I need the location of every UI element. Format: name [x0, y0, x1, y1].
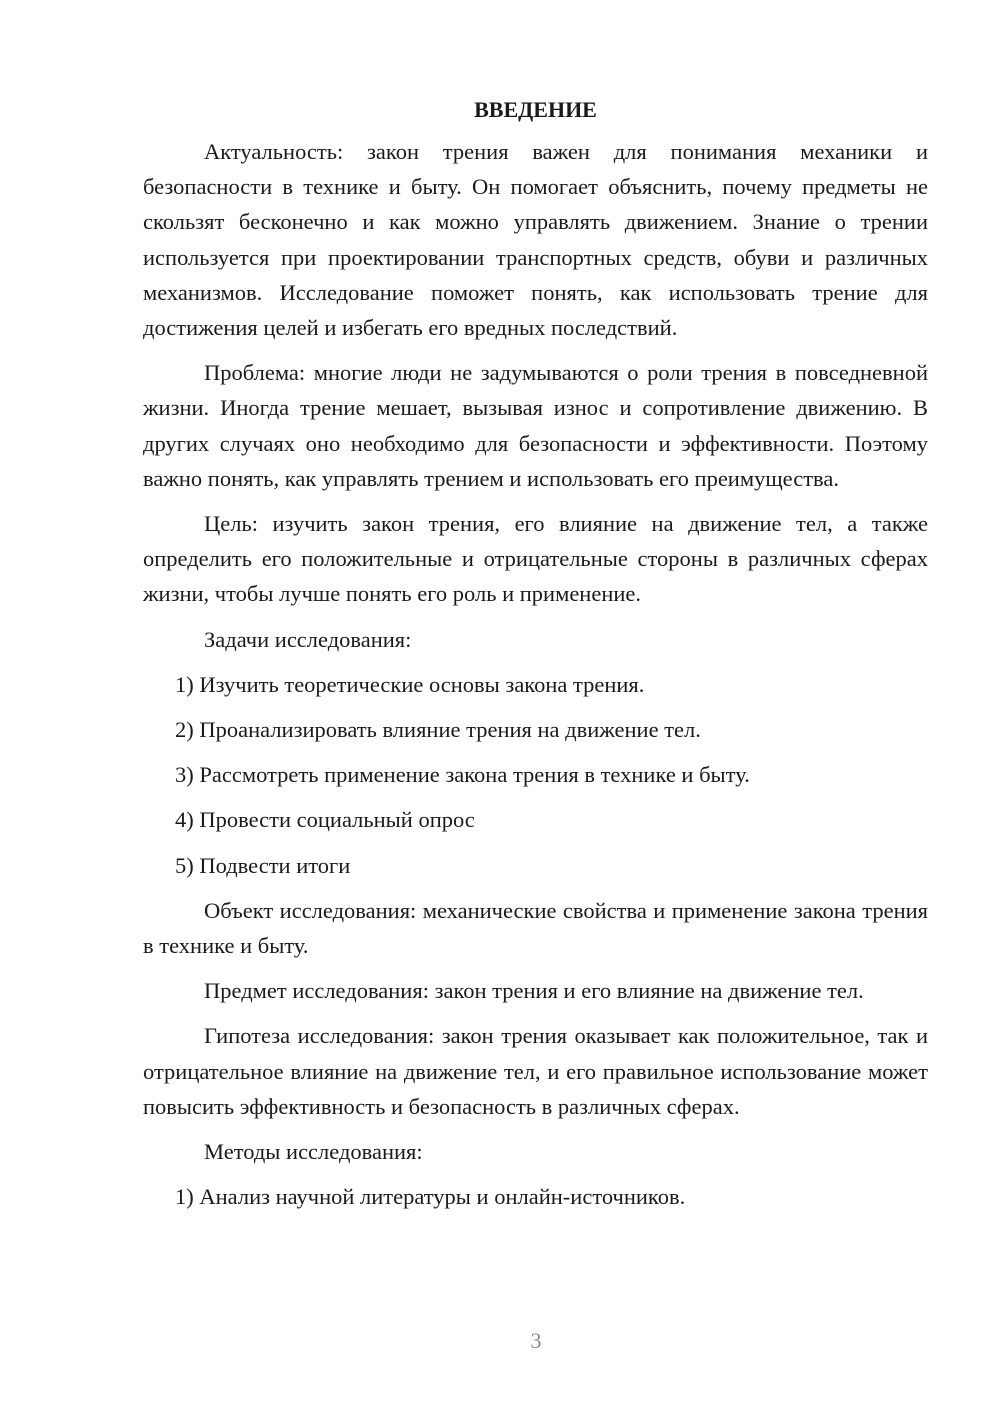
document-page — [143, 92, 928, 1224]
task-item: 5) Подвести итоги — [175, 852, 351, 878]
relevance-paragraph: Актуальность: закон трения важен для понимания механики и безопасности в технике и быту. Он помогает объяснить, почему предметы не скользят бесконечно и как можно управлять движением. Знание о трении используется при проектировании транспортных средств, обуви и различных механизмов. Исследование поможет понять, как использовать трение для достижения целей и избегать его вредных последствий. — [143, 139, 928, 341]
task-item: 1) Изучить теоретические основы закона трения. — [175, 671, 645, 697]
methods-label: Методы исследования: — [204, 1139, 423, 1165]
tasks-list — [143, 667, 928, 883]
subject-paragraph: Предмет исследования: закон трения и его влияние на движение тел. — [204, 978, 864, 1004]
page-number: 3 — [530, 1328, 542, 1353]
task-item: 2) Проанализировать влияние трения на движение тел. — [175, 717, 701, 743]
problem-paragraph: Проблема: многие люди не задумываются о роли трения в повседневной жизни. Иногда трение мешает, вызывая износ и сопротивление движению. В других случаях оно необходимо для безопасности и эффективности. Поэтому важно понять, как управлять трением и использовать его преимущества. — [143, 360, 928, 491]
object-paragraph: Объект исследования: механические свойства и применение закона трения в технике и быту. — [143, 897, 928, 959]
hypothesis-paragraph: Гипотеза исследования: закон трения оказывает как положительное, так и отрицательное влияние на движение тел, и его правильное использование может повысить эффективность и безопасность в различных сферах. — [143, 1023, 928, 1119]
goal-paragraph: Цель: изучить закон трения, его влияние на движение тел, а также определить его положительные и отрицательные стороны в различных сферах жизни, чтобы лучше понять его роль и применение. — [143, 511, 928, 607]
section-title: ВВЕДЕНИЕ — [474, 97, 597, 122]
task-item: 3) Рассмотреть применение закона трения в технике и быту. — [175, 762, 750, 788]
tasks-label: Задачи исследования: — [204, 626, 412, 652]
task-item: 4) Провести социальный опрос — [175, 807, 475, 833]
method-item: 1) Анализ научной литературы и онлайн-источников. — [175, 1184, 686, 1210]
methods-list — [143, 1179, 928, 1214]
